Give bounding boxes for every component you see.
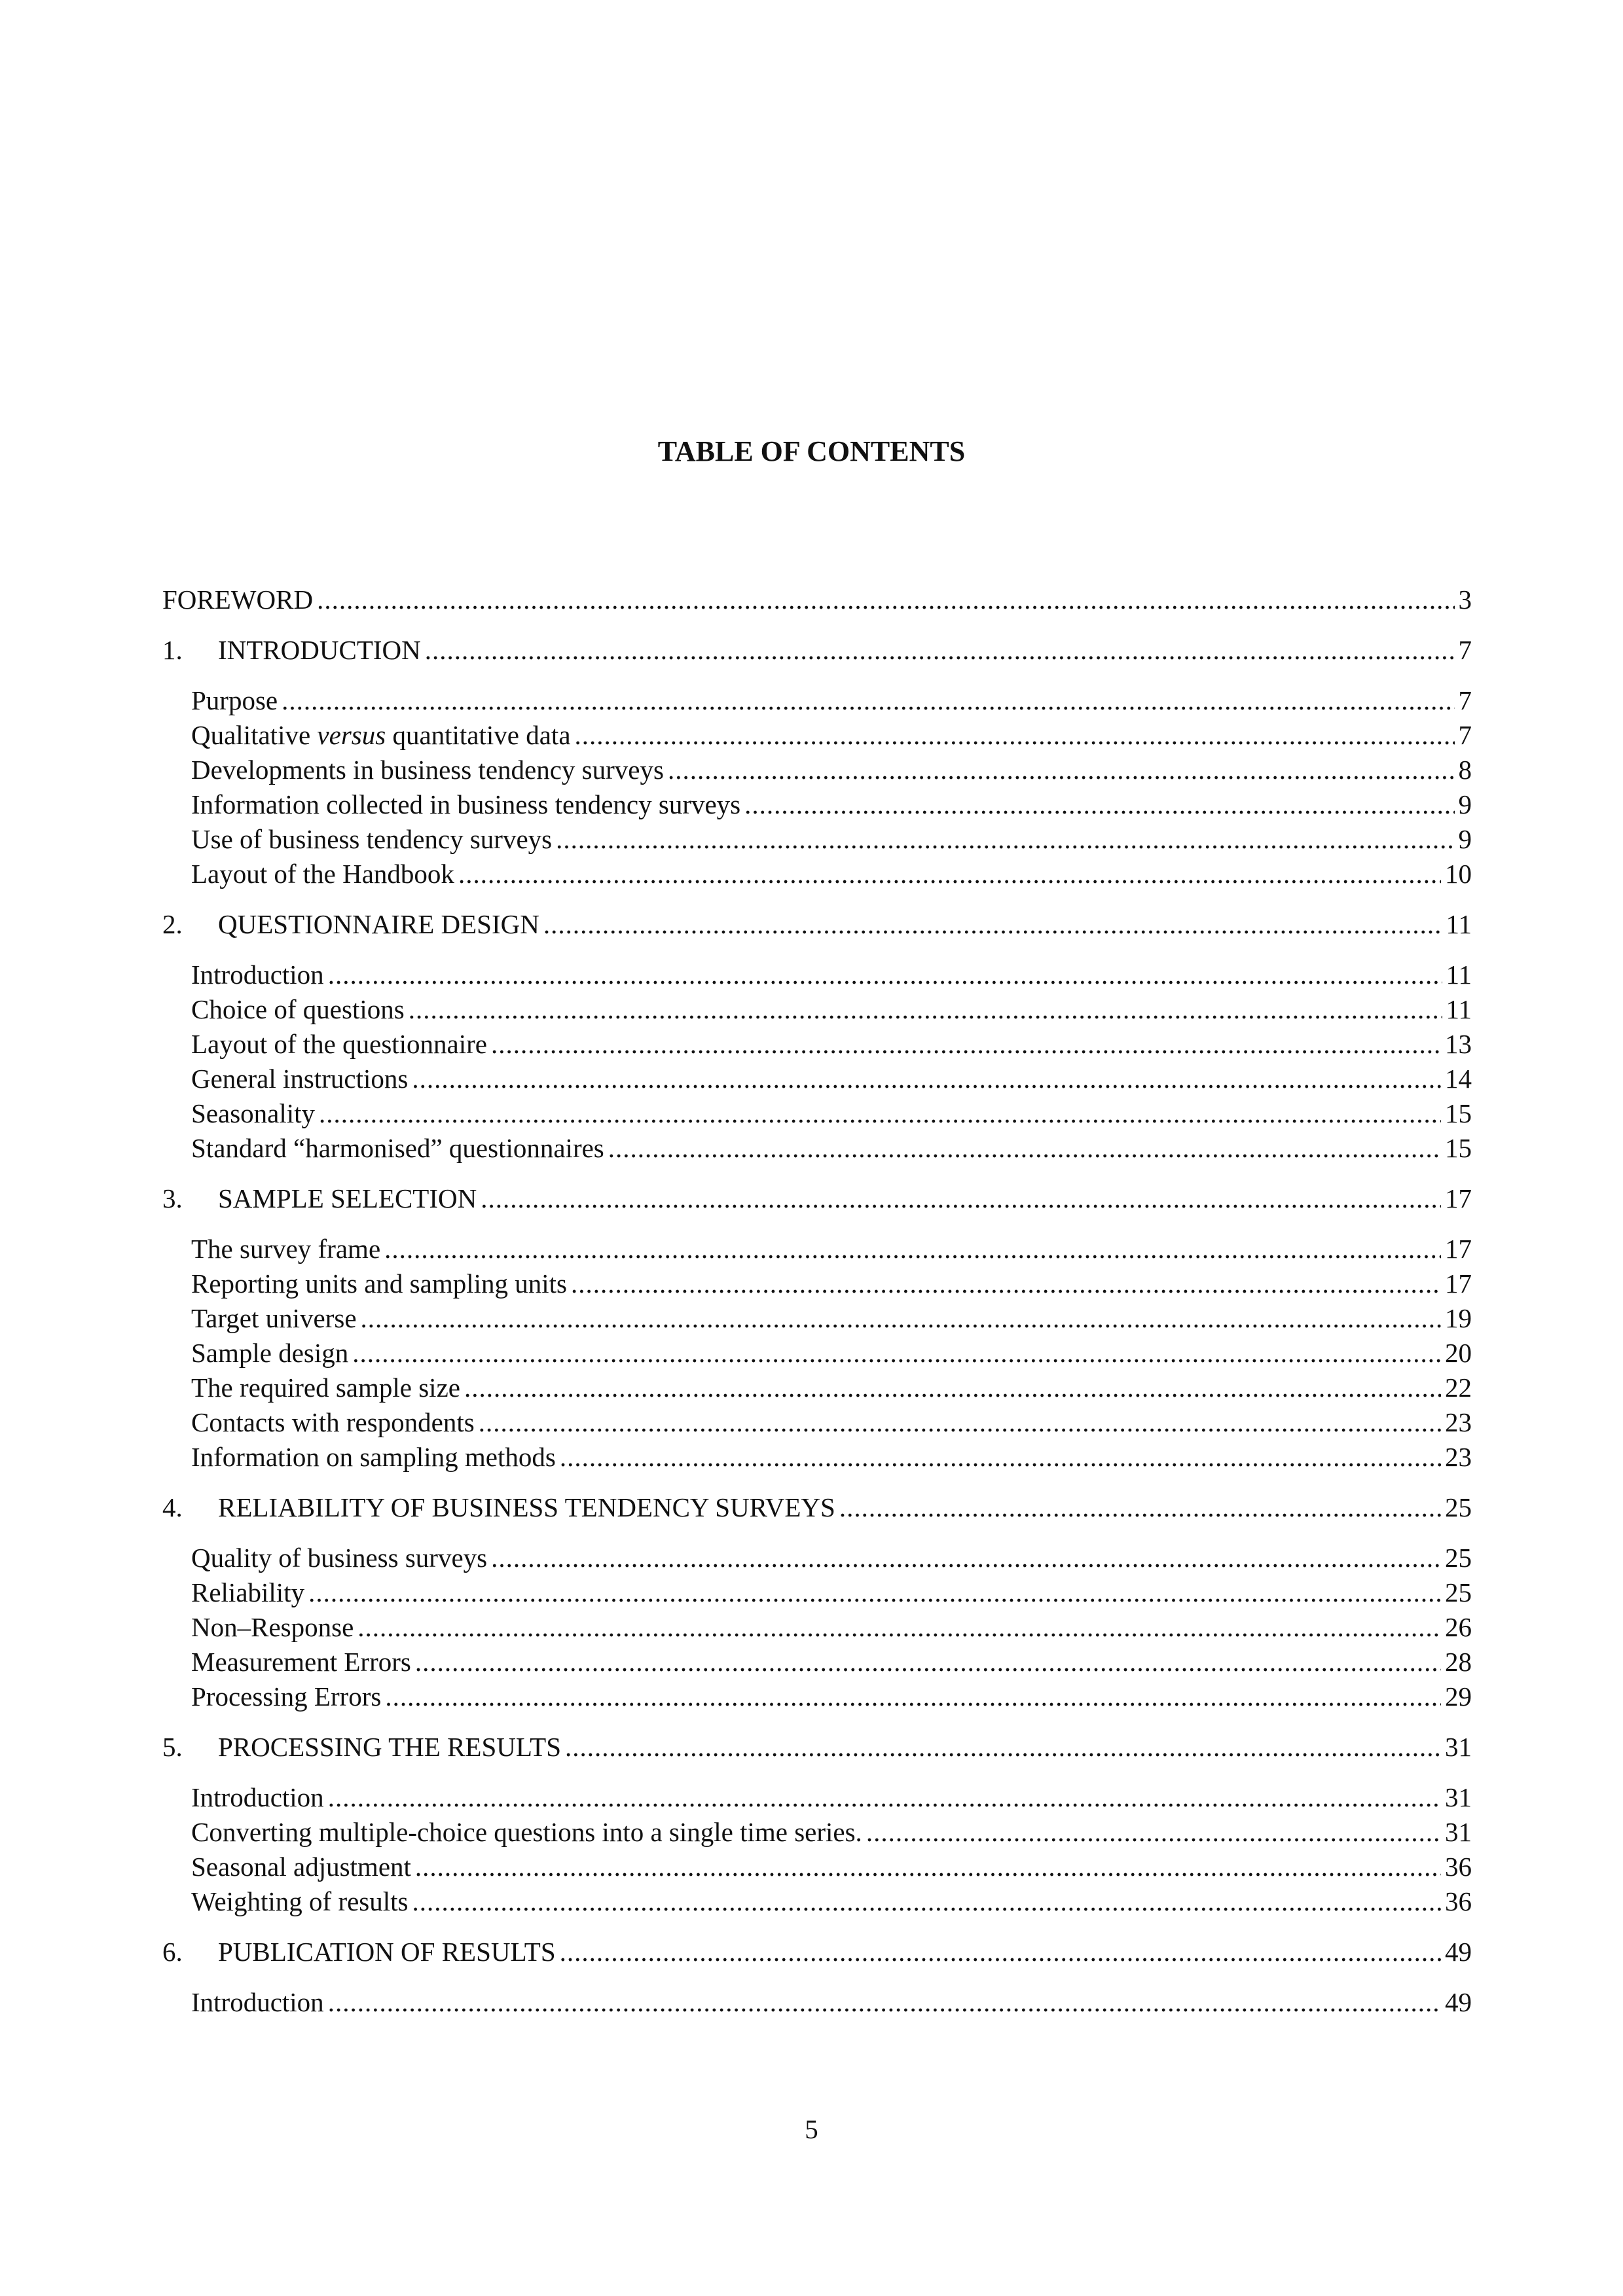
section-page: 49 — [1445, 1987, 1472, 2017]
dot-leader — [479, 1405, 1441, 1440]
toc-chapter-1[interactable] — [162, 633, 1472, 668]
section-label: Quality of business surveys — [191, 1543, 488, 1573]
page-number: 5 — [805, 2114, 818, 2144]
dot-leader — [668, 753, 1455, 787]
chapter-number: 4. — [162, 1492, 183, 1522]
toc-chapter-2[interactable] — [162, 907, 1472, 942]
dot-leader — [560, 1935, 1441, 1969]
dot-leader — [412, 1062, 1441, 1096]
toc-section[interactable] — [162, 857, 1472, 891]
dot-leader — [556, 822, 1454, 857]
toc-chapter-6[interactable] — [162, 1935, 1472, 1969]
table-of-contents — [162, 583, 1472, 2020]
dot-leader — [560, 1440, 1441, 1475]
toc-section[interactable] — [162, 1232, 1472, 1266]
toc-chapter-5[interactable] — [162, 1730, 1472, 1765]
section-label: Information collected in business tendency surveys — [191, 789, 741, 819]
chapter-label: PUBLICATION OF RESULTS — [218, 1937, 556, 1967]
section-label: Purpose — [191, 685, 278, 715]
toc-section[interactable] — [162, 1575, 1472, 1610]
dot-leader — [575, 718, 1455, 753]
chapter-label: INTRODUCTION — [218, 635, 421, 665]
toc-section[interactable] — [162, 1096, 1472, 1131]
toc-section[interactable] — [162, 718, 1472, 753]
toc-section[interactable] — [162, 1440, 1472, 1475]
dot-leader — [328, 1780, 1441, 1815]
section-page: 7 — [1458, 685, 1472, 715]
section-page: 7 — [1458, 720, 1472, 750]
chapter-page: 31 — [1445, 1732, 1472, 1762]
section-page: 17 — [1445, 1234, 1472, 1264]
section-page: 23 — [1445, 1442, 1472, 1472]
section-page: 23 — [1445, 1407, 1472, 1437]
section-label: Target universe — [191, 1303, 357, 1333]
section-page: 20 — [1445, 1338, 1472, 1368]
section-label: Information on sampling methods — [191, 1442, 556, 1472]
chapter-number: 2. — [162, 909, 183, 939]
section-page: 22 — [1445, 1372, 1472, 1403]
dot-leader — [361, 1301, 1441, 1336]
toc-section[interactable] — [162, 1405, 1472, 1440]
section-label: Weighting of results — [191, 1886, 409, 1916]
section-label: Use of business tendency surveys — [191, 824, 553, 854]
dot-leader — [491, 1027, 1441, 1062]
dot-leader — [352, 1336, 1441, 1371]
section-page: 11 — [1446, 960, 1472, 990]
chapter-number: 3. — [162, 1183, 183, 1213]
dot-leader — [317, 583, 1454, 617]
toc-section[interactable] — [162, 1884, 1472, 1919]
section-page: 9 — [1458, 824, 1472, 854]
toc-section[interactable] — [162, 1371, 1472, 1405]
toc-section[interactable] — [162, 1815, 1472, 1850]
toc-section[interactable] — [162, 1850, 1472, 1884]
section-label: Measurement Errors — [191, 1647, 411, 1677]
dot-leader — [409, 992, 1442, 1027]
dot-leader — [866, 1815, 1441, 1850]
dot-leader — [328, 1985, 1441, 2020]
chapter-page: 7 — [1458, 635, 1472, 665]
toc-section[interactable] — [162, 1131, 1472, 1166]
section-label: Introduction — [191, 1782, 324, 1812]
dot-leader — [565, 1730, 1441, 1765]
dot-leader — [543, 907, 1442, 942]
section-label: Layout of the Handbook — [191, 859, 454, 889]
section-label-italic: versus — [317, 720, 386, 750]
section-page: 31 — [1445, 1817, 1472, 1847]
section-label-part: quantitative data — [386, 720, 571, 750]
toc-section[interactable] — [162, 958, 1472, 992]
dot-leader — [464, 1371, 1441, 1405]
chapter-number: 6. — [162, 1937, 183, 1967]
toc-section[interactable] — [162, 1301, 1472, 1336]
toc-section[interactable] — [162, 1645, 1472, 1679]
dot-leader — [282, 683, 1454, 718]
toc-section[interactable] — [162, 1780, 1472, 1815]
section-page: 25 — [1445, 1577, 1472, 1607]
section-label: Sample design — [191, 1338, 349, 1368]
section-page: 25 — [1445, 1543, 1472, 1573]
toc-entry-page: 3 — [1458, 584, 1472, 615]
chapter-label: SAMPLE SELECTION — [218, 1183, 477, 1213]
toc-section[interactable] — [162, 1062, 1472, 1096]
chapter-page: 25 — [1445, 1492, 1472, 1522]
section-page: 19 — [1445, 1303, 1472, 1333]
section-label: Developments in business tendency surveys — [191, 755, 664, 785]
section-page: 28 — [1445, 1647, 1472, 1677]
section-label: Seasonal adjustment — [191, 1852, 411, 1882]
dot-leader — [319, 1096, 1441, 1131]
dot-leader — [481, 1181, 1441, 1216]
section-page: 31 — [1445, 1782, 1472, 1812]
section-label: Introduction — [191, 1987, 324, 2017]
toc-section[interactable] — [162, 1679, 1472, 1714]
toc-section[interactable] — [162, 1541, 1472, 1575]
section-label: Reporting units and sampling units — [191, 1268, 567, 1299]
section-page: 29 — [1445, 1681, 1472, 1712]
dot-leader — [357, 1610, 1441, 1645]
toc-section[interactable] — [162, 753, 1472, 787]
chapter-number: 5. — [162, 1732, 183, 1762]
toc-section[interactable] — [162, 683, 1472, 718]
section-page: 10 — [1445, 859, 1472, 889]
section-label: Choice of questions — [191, 994, 405, 1024]
section-label: Processing Errors — [191, 1681, 382, 1712]
toc-section[interactable] — [162, 787, 1472, 822]
dot-leader — [608, 1131, 1441, 1166]
chapter-number: 1. — [162, 635, 183, 665]
chapter-label: RELIABILITY OF BUSINESS TENDENCY SURVEYS — [218, 1492, 835, 1522]
dot-leader — [839, 1490, 1441, 1525]
section-page: 17 — [1445, 1268, 1472, 1299]
dot-leader — [412, 1884, 1441, 1919]
dot-leader — [328, 958, 1442, 992]
section-page: 36 — [1445, 1886, 1472, 1916]
chapter-page: 49 — [1445, 1937, 1472, 1967]
section-label — [191, 718, 571, 753]
dot-leader — [385, 1679, 1441, 1714]
section-label-part: Qualitative — [191, 720, 318, 750]
toc-section[interactable] — [162, 1027, 1472, 1062]
chapter-label: QUESTIONNAIRE DESIGN — [218, 909, 539, 939]
dot-leader — [308, 1575, 1441, 1610]
chapter-page: 17 — [1445, 1183, 1472, 1213]
dot-leader — [458, 857, 1441, 891]
section-page: 11 — [1446, 994, 1472, 1024]
dot-leader — [744, 787, 1454, 822]
toc-section[interactable] — [162, 1266, 1472, 1301]
toc-section[interactable] — [162, 1610, 1472, 1645]
section-page: 8 — [1458, 755, 1472, 785]
section-label: Contacts with respondents — [191, 1407, 475, 1437]
toc-section[interactable] — [162, 822, 1472, 857]
toc-section[interactable] — [162, 1985, 1472, 2020]
section-label: The survey frame — [191, 1234, 381, 1264]
toc-entry-foreword[interactable] — [162, 583, 1472, 617]
toc-chapter-3[interactable] — [162, 1181, 1472, 1216]
dot-leader — [491, 1541, 1441, 1575]
section-label: Standard “harmonised” questionnaires — [191, 1133, 604, 1163]
section-page: 36 — [1445, 1852, 1472, 1882]
section-label: The required sample size — [191, 1372, 460, 1403]
dot-leader — [425, 633, 1455, 668]
toc-section[interactable] — [162, 1336, 1472, 1371]
section-page: 15 — [1445, 1098, 1472, 1128]
section-label: Converting multiple-choice questions into a single time series. — [191, 1817, 862, 1847]
section-page: 26 — [1445, 1612, 1472, 1642]
toc-section[interactable] — [162, 992, 1472, 1027]
section-page: 15 — [1445, 1133, 1472, 1163]
dot-leader — [384, 1232, 1441, 1266]
toc-entry-label: FOREWORD — [162, 584, 314, 615]
dot-leader — [571, 1266, 1441, 1301]
section-label: General instructions — [191, 1064, 409, 1094]
section-label: Layout of the questionnaire — [191, 1029, 488, 1059]
section-page: 14 — [1445, 1064, 1472, 1094]
section-label: Introduction — [191, 960, 324, 990]
section-page: 13 — [1445, 1029, 1472, 1059]
section-label: Non–Response — [191, 1612, 354, 1642]
section-page: 9 — [1458, 789, 1472, 819]
page-title: TABLE OF CONTENTS — [657, 435, 966, 467]
dot-leader — [415, 1850, 1441, 1884]
toc-chapter-4[interactable] — [162, 1490, 1472, 1525]
section-label: Reliability — [191, 1577, 305, 1607]
dot-leader — [415, 1645, 1441, 1679]
chapter-label: PROCESSING THE RESULTS — [218, 1732, 562, 1762]
section-label: Seasonality — [191, 1098, 316, 1128]
chapter-page: 11 — [1446, 909, 1472, 939]
